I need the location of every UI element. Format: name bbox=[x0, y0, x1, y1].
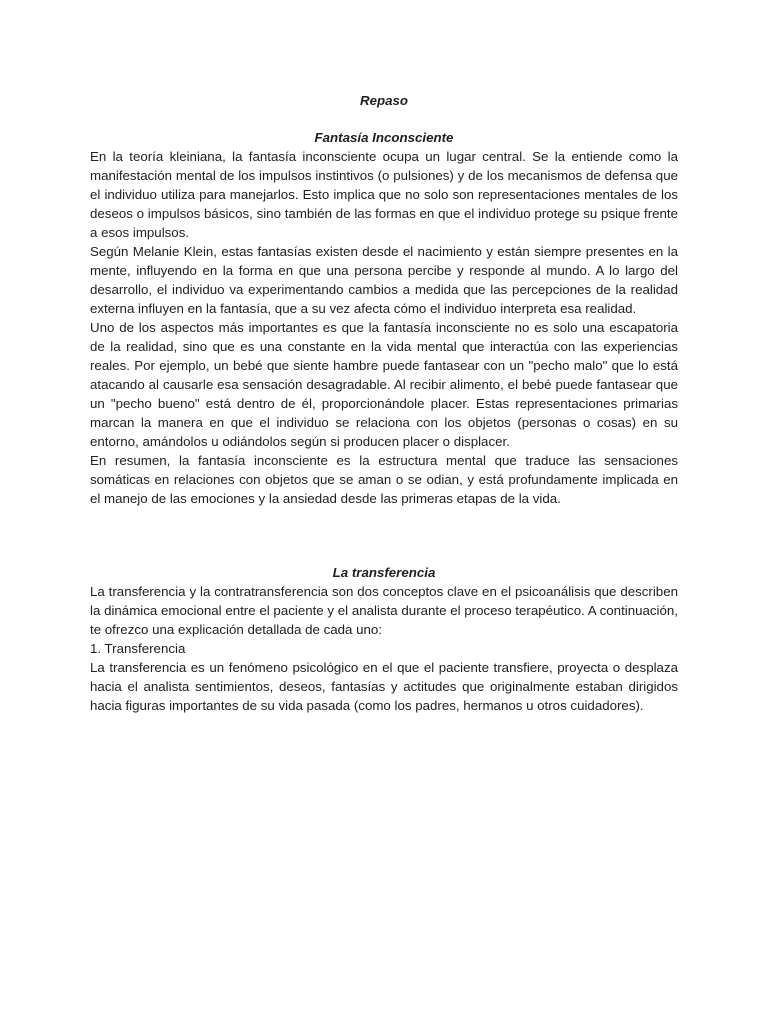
document-title: Repaso bbox=[359, 93, 409, 108]
paragraph: Uno de los aspectos más importantes es que la fantasía inconsciente no es solo una escapatoria de la realidad, sino que es una constante en la vida mental que interactúa con las experiencias reales. Por ejemplo, un bebé que siente hambre puede fantasear con un "pecho malo" que lo está atacando al causarle esa sensación desagradable. Al recibir alimento, el bebé puede fantasear que un "pecho bueno" está dentro de él, proporcionándole placer. Estas representaciones primarias marcan la manera en que el individuo se relaciona con los objetos (personas o cosas) en su entorno, amándolos u odiándolos según si producen placer o displacer. bbox=[90, 320, 678, 449]
paragraph: En resumen, la fantasía inconsciente es la estructura mental que traduce las sensaciones somáticas en relaciones con objetos que se aman o se odian, y está profundamente implicada en el manejo de las emociones y la ansiedad desde las primeras etapas de la vida. bbox=[90, 453, 678, 506]
paragraph: Según Melanie Klein, estas fantasías existen desde el nacimiento y están siempre presentes en la mente, influyendo en la forma en que una persona percibe y responde al mundo. A lo largo del desarrollo, el individuo va experimentando cambios a medida que las percepciones de la realidad externa influyen en la fantasía, que a su vez afecta cómo el individuo interpreta esa realidad. bbox=[90, 244, 678, 316]
document-page bbox=[90, 85, 678, 715]
paragraph: La transferencia es un fenómeno psicológico en el que el paciente transfiere, proyecta o desplaza hacia el analista sentimientos, deseos, fantasías y actitudes que originalmente estaban dirigidos hacia figuras importantes de su vida pasada (como los padres, hermanos u otros cuidadores). bbox=[90, 660, 678, 713]
section-heading-fantasia: Fantasía Inconsciente bbox=[314, 130, 454, 145]
paragraph: En la teoría kleiniana, la fantasía inconsciente ocupa un lugar central. Se la entiende como la manifestación mental de los impulsos instintivos (o pulsiones) y de los mecanismos de defensa que el individuo utiliza para manejarlos. Esto implica que no solo son representaciones mentales de los deseos o impulsos básicos, sino también de las formas en que el individuo protege su psique frente a esos impulsos. bbox=[90, 149, 678, 240]
subheading-transferencia: 1. Transferencia bbox=[90, 641, 186, 656]
paragraph: La transferencia y la contratransferencia son dos conceptos clave en el psicoanálisis que describen la dinámica emocional entre el paciente y el analista durante el proceso terapéutico. A continuación, te ofrezco una explicación detallada de cada uno: bbox=[90, 584, 678, 637]
section-heading-transferencia: La transferencia bbox=[332, 565, 436, 580]
